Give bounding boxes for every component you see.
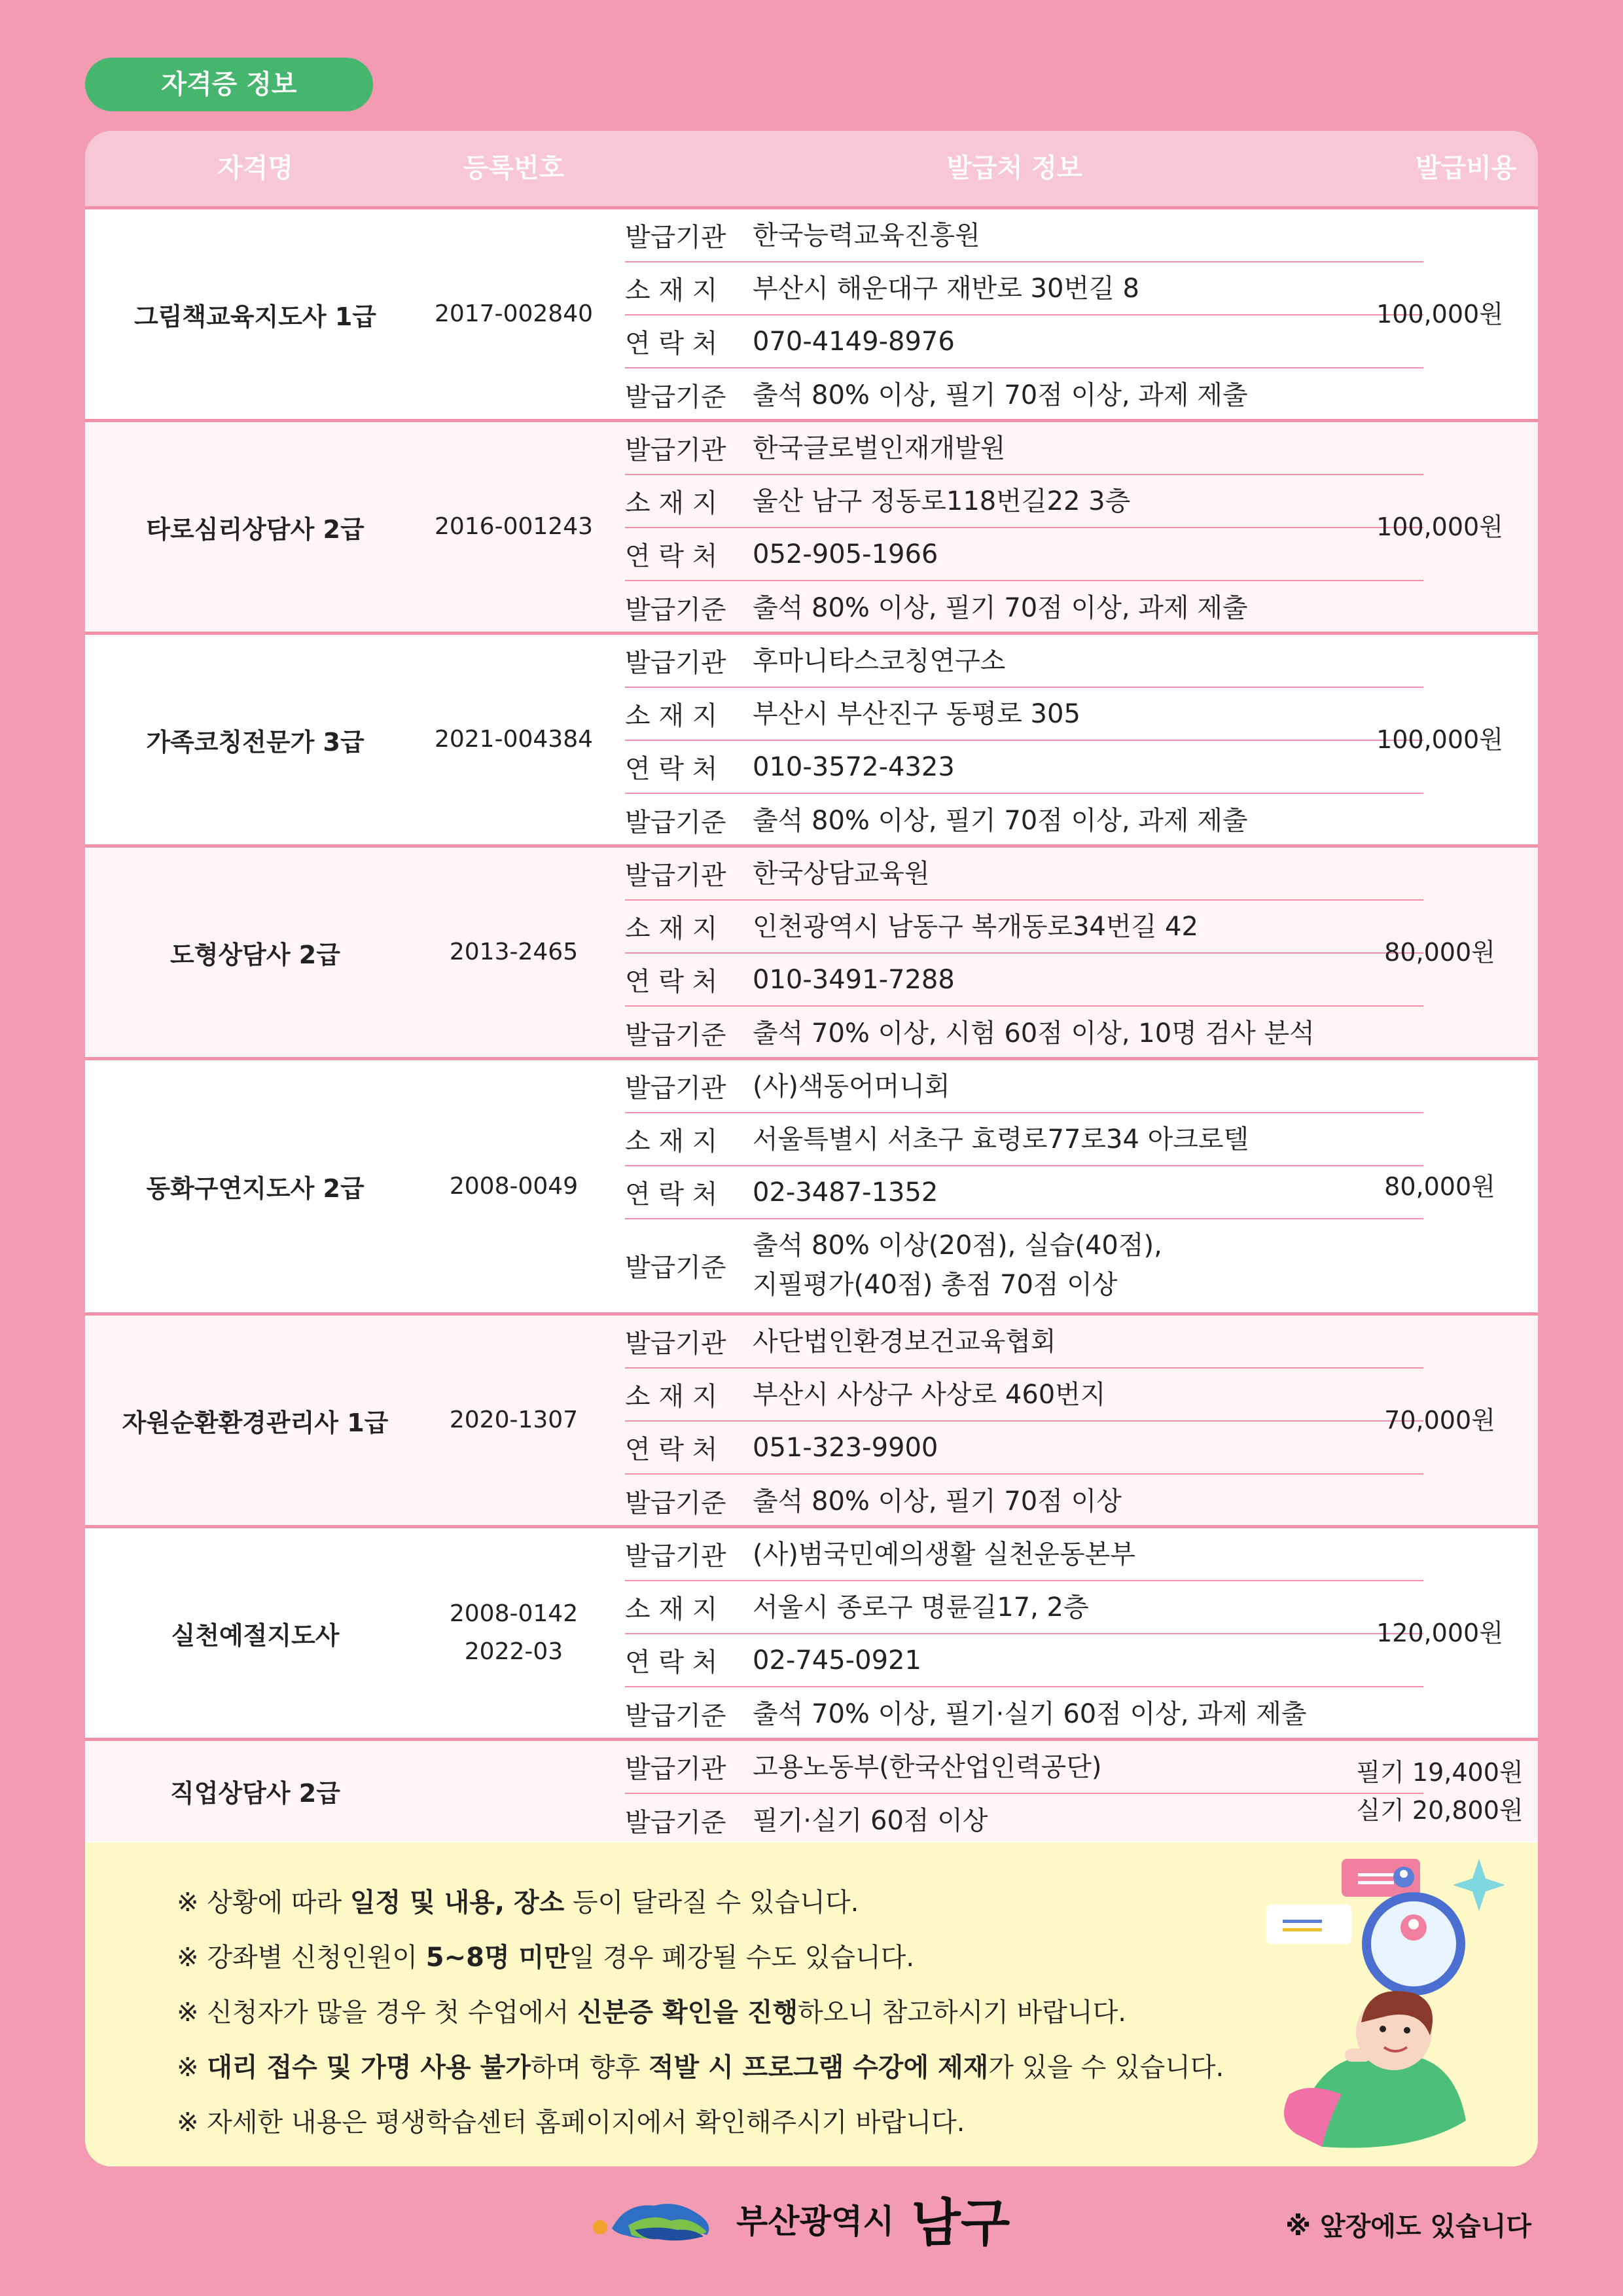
notice-emphasis: 일정 및 내용, 장소 — [349, 1888, 565, 1918]
issuer-info-row — [625, 1060, 1423, 1113]
issuer-info-value — [753, 322, 1423, 361]
issuer-info-value-line: 02-3487-1352 — [753, 1177, 938, 1208]
back-page-note: ※ 앞장에도 있습니다 — [1285, 2212, 1531, 2242]
notice-text: ※ 상황에 따라 — [177, 1888, 350, 1918]
issuer-info-row — [625, 528, 1423, 581]
registration-number-cell — [425, 422, 602, 632]
table-row — [85, 1312, 1538, 1525]
issuer-info — [625, 209, 1423, 422]
registration-number: 2017-002840 — [434, 300, 594, 327]
issuer-info-label: 연 락 처 — [625, 1435, 718, 1465]
certificate-name: 실천예절지도사 — [171, 1621, 340, 1650]
issuer-info-value-line: 출석 80% 이상, 필기 70점 이상, 과제 제출 — [753, 805, 1248, 836]
issuer-info-value — [753, 1173, 1423, 1212]
certificate-name: 가족코칭전문가 3급 — [146, 727, 365, 757]
table-row — [85, 419, 1538, 632]
certificate-name: 직업상담사 2급 — [170, 1779, 340, 1808]
notice-text: ※ 신청자가 많을 경우 첫 수업에서 — [177, 1998, 578, 2028]
registration-number: 2008-0049 — [449, 1172, 579, 1200]
fee-cell — [1342, 1060, 1538, 1312]
fee-amount: 실기 20,800원 — [1356, 1795, 1524, 1825]
issuer-info-label: 발급기관 — [625, 1329, 726, 1359]
issuer-info — [625, 422, 1423, 634]
table-row — [85, 632, 1538, 844]
notice-item — [177, 1985, 1224, 2040]
issuer-info-row — [625, 1113, 1423, 1166]
issuer-info-value — [753, 1588, 1423, 1627]
certificate-name: 그림책교육지도사 1급 — [134, 302, 377, 331]
certificate-name: 도형상담사 2급 — [170, 940, 340, 969]
issuer-info-value-line: (사)색동어머니회 — [753, 1071, 950, 1102]
fee-amount: 70,000원 — [1384, 1406, 1495, 1435]
issuer-info-row — [625, 1007, 1423, 1060]
fee-amount: 100,000원 — [1376, 300, 1503, 329]
header-reg-number: 등록번호 — [463, 153, 565, 183]
issuer-info-value-line: 한국글로벌인재개발원 — [753, 433, 1006, 463]
issuer-info-row — [625, 262, 1423, 315]
issuer-info-row — [625, 368, 1423, 422]
issuer-info-label: 발급기준 — [625, 1808, 726, 1838]
issuer-info-label: 연 락 처 — [625, 541, 718, 571]
fee-amount: 80,000원 — [1384, 938, 1495, 967]
issuer-info-value-line: 서울특별시 서초구 효령로77로34 아크로텔 — [753, 1124, 1249, 1155]
fee-amount: 120,000원 — [1376, 1619, 1503, 1647]
fee-cell — [1342, 848, 1538, 1057]
issuer-info-label: 발급기관 — [625, 861, 726, 891]
issuer-info — [625, 1528, 1423, 1740]
fee-cell — [1342, 1316, 1538, 1525]
issuer-info-label: 소 재 지 — [625, 488, 718, 518]
table-row — [85, 1525, 1538, 1738]
issuer-info-value — [753, 482, 1423, 521]
issuer-info-value-line: 출석 80% 이상, 필기 70점 이상, 과제 제출 — [753, 380, 1248, 410]
issuer-info-row — [625, 1634, 1423, 1687]
table-row — [85, 844, 1538, 1057]
notice-emphasis: 대리 접수 및 가명 사용 불가 — [207, 2053, 531, 2083]
issuer-info-value — [753, 429, 1423, 468]
issuer-info-value — [753, 1428, 1423, 1467]
issuer-info-value — [753, 1482, 1423, 1521]
issuer-info-row — [625, 901, 1423, 954]
issuer-info-value-line: 070-4149-8976 — [753, 326, 955, 357]
issuer-info-label: 연 락 처 — [625, 754, 718, 784]
issuer-info-value — [753, 1226, 1423, 1304]
registration-number: 2008-0142 — [449, 1600, 579, 1627]
issuer-info-label: 소 재 지 — [625, 1594, 718, 1624]
header-fee: 발급비용 — [1415, 153, 1517, 183]
issuer-info-row — [625, 581, 1423, 634]
issuer-info-row — [625, 1369, 1423, 1422]
issuer-info-label: 발급기준 — [625, 382, 726, 412]
issuer-info-value — [753, 1120, 1423, 1159]
fee-cell — [1342, 1741, 1538, 1841]
issuer-info-row — [625, 688, 1423, 741]
fee-amount: 80,000원 — [1384, 1172, 1495, 1201]
issuer-info-label: 발급기준 — [625, 1701, 726, 1731]
issuer-info-value-line: 지필평가(40점) 총점 70점 이상 — [753, 1270, 1118, 1300]
issuer-info-label: 연 락 처 — [625, 1647, 718, 1677]
issuer-info-value-line: (사)범국민예의생활 실천운동본부 — [753, 1539, 1135, 1570]
registration-number: 2021-004384 — [434, 726, 594, 753]
issuer-info-label: 소 재 지 — [625, 1126, 718, 1157]
issuer-info-value — [753, 1641, 1423, 1680]
issuer-info — [625, 848, 1423, 1060]
issuer-info-value-line: 010-3491-7288 — [753, 964, 955, 995]
issuer-info-value-line: 사단법인환경보건교육협회 — [753, 1326, 1056, 1357]
issuer-info-label: 연 락 처 — [625, 329, 718, 359]
issuer-info-value-line: 서울시 종로구 명륜길17, 2층 — [753, 1592, 1089, 1623]
issuer-info-label: 발급기관 — [625, 1073, 726, 1103]
table-header — [85, 131, 1538, 206]
issuer-info-row — [625, 848, 1423, 901]
notice-text: 가 있을 수 있습니다. — [988, 2053, 1224, 2083]
issuer-info-row — [625, 209, 1423, 262]
issuer-info-row — [625, 1219, 1423, 1311]
issuer-info-value — [753, 1014, 1423, 1053]
section-title-badge: 자격증 정보 — [85, 58, 373, 111]
issuer-info-label: 소 재 지 — [625, 701, 718, 731]
issuer-info-row — [625, 422, 1423, 475]
table-row — [85, 1738, 1538, 1841]
registration-number-cell — [425, 1316, 602, 1525]
issuer-info-value — [753, 854, 1423, 893]
issuer-info-value — [753, 1535, 1423, 1574]
issuer-info-label: 발급기관 — [625, 223, 726, 253]
issuer-info-value-line: 부산시 해운대구 재반로 30번길 8 — [753, 273, 1139, 304]
issuer-info-value-line: 한국능력교육진흥원 — [753, 220, 980, 251]
issuer-info-value-line: 010-3572-4323 — [753, 751, 955, 782]
issuer-info-value-line: 부산시 부산진구 동평로 305 — [753, 698, 1080, 729]
notice-text: 등이 달라질 수 있습니다. — [564, 1888, 859, 1918]
registration-number: 2013-2465 — [449, 939, 579, 965]
issuer-info-row — [625, 954, 1423, 1007]
issuer-info-row — [625, 1475, 1423, 1528]
registration-number: 2020-1307 — [449, 1407, 579, 1433]
notice-text: ※ 자세한 내용은 평생학습센터 홈페이지에서 확인해주시기 바랍니다. — [177, 2108, 965, 2138]
issuer-info-value-line: 울산 남구 정동로118번길22 3층 — [753, 486, 1131, 516]
issuer-info-label: 발급기준 — [625, 1252, 726, 1283]
issuer-info-label: 소 재 지 — [625, 276, 718, 306]
issuer-info-row — [625, 1316, 1423, 1369]
registration-number-cell — [425, 635, 602, 844]
issuer-info-value — [753, 269, 1423, 308]
issuer-info — [625, 1060, 1423, 1311]
issuer-info-value — [753, 216, 1423, 255]
notice-item — [177, 1930, 1224, 1985]
issuer-info-label: 발급기준 — [625, 595, 726, 625]
fee-cell — [1342, 1528, 1538, 1738]
registration-number: 2016-001243 — [434, 513, 594, 540]
issuer-info — [625, 1741, 1423, 1842]
issuer-info-row — [625, 1687, 1423, 1740]
issuer-info-label: 소 재 지 — [625, 914, 718, 944]
issuer-info-label: 발급기준 — [625, 1020, 726, 1050]
notice-emphasis: 5~8명 미만 — [425, 1943, 569, 1973]
issuer-info-value-line: 출석 80% 이상, 필기 70점 이상, 과제 제출 — [753, 592, 1248, 623]
table-row — [85, 206, 1538, 419]
issuer-info-label: 발급기준 — [625, 1488, 726, 1518]
issuer-info-value — [753, 535, 1423, 574]
fee-amount: 100,000원 — [1376, 725, 1503, 754]
issuer-info-value-line: 출석 70% 이상, 시험 60점 이상, 10명 검사 분석 — [753, 1018, 1315, 1049]
issuer-info-value — [753, 747, 1423, 787]
issuer-info-value-line: 출석 80% 이상(20점), 실습(40점), — [753, 1230, 1162, 1261]
fee-cell — [1342, 209, 1538, 419]
nam-gu-busan-logo — [592, 2179, 1010, 2258]
issuer-info-value-line: 부산시 사상구 사상로 460번지 — [753, 1379, 1106, 1410]
issuer-info-label: 발급기관 — [625, 1754, 726, 1784]
issuer-info-row — [625, 1528, 1423, 1581]
logo-district-name: 남구 — [911, 2194, 1010, 2253]
notice-text: 하며 향후 — [530, 2053, 649, 2083]
issuer-info-value — [753, 1695, 1423, 1734]
issuer-info-value — [753, 960, 1423, 999]
issuer-info-row — [625, 315, 1423, 368]
issuer-info-value — [753, 1375, 1423, 1414]
issuer-info-value-line: 051-323-9900 — [753, 1432, 938, 1463]
certificate-table — [85, 131, 1538, 1842]
fee-cell — [1342, 422, 1538, 632]
issuer-info-row — [625, 794, 1423, 847]
issuer-info-value-line: 출석 80% 이상, 필기 70점 이상 — [753, 1486, 1122, 1516]
fee-amount: 100,000원 — [1376, 512, 1503, 541]
issuer-info-label: 연 락 처 — [625, 1179, 718, 1210]
issuer-info-value-line: 출석 70% 이상, 필기·실기 60점 이상, 과제 제출 — [753, 1698, 1307, 1729]
issuer-info-value-line: 인천광역시 남동구 복개동로34번길 42 — [753, 911, 1198, 942]
registration-number-cell — [425, 1528, 602, 1738]
registration-number: 2022-03 — [464, 1638, 563, 1665]
issuer-info-value — [753, 588, 1423, 628]
issuer-info-label: 소 재 지 — [625, 1382, 718, 1412]
issuer-info-row — [625, 1741, 1423, 1794]
issuer-info-label: 발급기관 — [625, 1541, 726, 1571]
logo-mark-icon — [592, 2189, 723, 2248]
registration-number-cell — [425, 1060, 602, 1312]
notice-emphasis: 적발 시 프로그램 수강에 제재 — [648, 2053, 989, 2083]
issuer-info-label: 발급기관 — [625, 435, 726, 465]
issuer-info-value — [753, 907, 1423, 946]
issuer-info — [625, 1316, 1423, 1528]
issuer-info-label: 연 락 처 — [625, 967, 718, 997]
issuer-info-row — [625, 1422, 1423, 1475]
issuer-info-value — [753, 801, 1423, 840]
certificate-name: 자원순환환경관리사 1급 — [122, 1408, 389, 1437]
issuer-info-value — [753, 641, 1423, 681]
issuer-info-row — [625, 1581, 1423, 1634]
issuer-info-label: 발급기준 — [625, 808, 726, 838]
issuer-info-row — [625, 635, 1423, 688]
issuer-info-value-line: 052-905-1966 — [753, 539, 938, 569]
issuer-info-row — [625, 1166, 1423, 1219]
issuer-info-row — [625, 741, 1423, 794]
fee-cell — [1342, 635, 1538, 844]
notice-text: 일 경우 폐강될 수도 있습니다. — [569, 1943, 915, 1973]
notice-item — [177, 2040, 1224, 2095]
issuer-info-value-line: 02-745-0921 — [753, 1645, 921, 1676]
issuer-info-label: 발급기관 — [625, 648, 726, 678]
issuer-info-value-line: 필기·실기 60점 이상 — [753, 1805, 988, 1836]
notice-text: ※ 강좌별 신청인원이 — [177, 1943, 426, 1973]
fee-amount: 필기 19,400원 — [1356, 1757, 1524, 1787]
table-row — [85, 1057, 1538, 1312]
issuer-info-value-line: 한국상담교육원 — [753, 858, 930, 889]
issuer-info-value-line: 후마니타스코칭연구소 — [753, 645, 1006, 676]
notice-list — [177, 1875, 1224, 2150]
registration-number-cell — [425, 1741, 602, 1841]
certificate-name: 타로심리상담사 2급 — [146, 514, 365, 544]
notice-text: 하오니 참고하시기 바랍니다. — [798, 1998, 1126, 2028]
person-magnifier-illustration — [1217, 1833, 1558, 2160]
issuer-info — [625, 635, 1423, 847]
notice-item — [177, 1875, 1224, 1930]
certificate-name: 동화구연지도사 2급 — [146, 1174, 365, 1203]
notice-text: ※ — [177, 2053, 207, 2083]
issuer-info-value-line: 고용노동부(한국산업인력공단) — [753, 1751, 1102, 1782]
logo-city-name: 부산광역시 — [736, 2202, 895, 2240]
notice-box — [85, 1842, 1538, 2166]
notice-item — [177, 2095, 1224, 2150]
notice-emphasis: 신분증 확인을 진행 — [577, 1998, 798, 2028]
header-issuer-info: 발급처 정보 — [946, 153, 1082, 183]
registration-number-cell — [425, 209, 602, 419]
header-name: 자격명 — [217, 153, 293, 183]
issuer-info-value — [753, 694, 1423, 734]
issuer-info-row — [625, 475, 1423, 528]
issuer-info-value — [753, 1322, 1423, 1361]
issuer-info-value — [753, 1748, 1423, 1787]
registration-number-cell — [425, 848, 602, 1057]
issuer-info-value — [753, 376, 1423, 415]
issuer-info-value — [753, 1067, 1423, 1106]
